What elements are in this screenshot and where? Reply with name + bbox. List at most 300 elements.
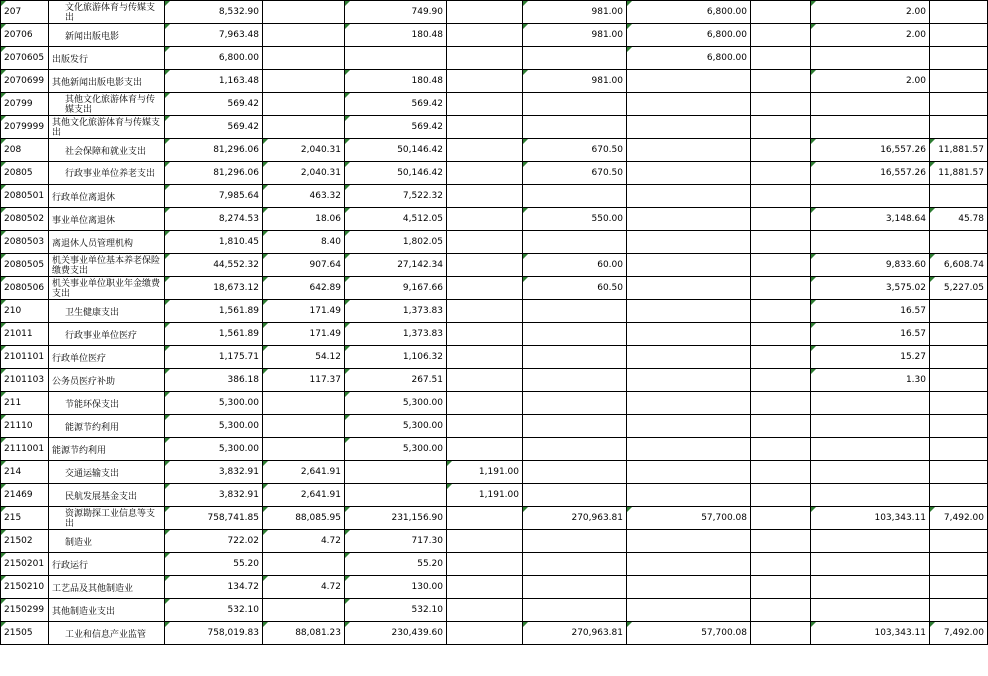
amount-cell[interactable]: 1,802.05: [345, 231, 447, 254]
amount-cell[interactable]: [447, 139, 523, 162]
amount-cell[interactable]: 386.18: [165, 369, 263, 392]
amount-cell[interactable]: 1,373.83: [345, 323, 447, 346]
row-name-cell[interactable]: 离退休人员管理机构: [49, 231, 165, 254]
amount-cell[interactable]: [447, 507, 523, 530]
amount-cell[interactable]: [811, 47, 930, 70]
amount-cell[interactable]: [751, 231, 811, 254]
amount-cell[interactable]: [930, 300, 988, 323]
amount-cell[interactable]: 717.30: [345, 530, 447, 553]
amount-cell[interactable]: 267.51: [345, 369, 447, 392]
amount-cell[interactable]: [263, 599, 345, 622]
row-name-cell[interactable]: 事业单位离退休: [49, 208, 165, 231]
amount-cell[interactable]: 270,963.81: [523, 622, 627, 645]
amount-cell[interactable]: 7,522.32: [345, 185, 447, 208]
amount-cell[interactable]: [751, 1, 811, 24]
amount-cell[interactable]: 463.32: [263, 185, 345, 208]
amount-cell[interactable]: [627, 323, 751, 346]
amount-cell[interactable]: [523, 415, 627, 438]
amount-cell[interactable]: 981.00: [523, 1, 627, 24]
amount-cell[interactable]: [811, 576, 930, 599]
amount-cell[interactable]: 7,492.00: [930, 622, 988, 645]
row-code-cell[interactable]: 2079999: [1, 116, 49, 139]
row-code-cell[interactable]: 215: [1, 507, 49, 530]
amount-cell[interactable]: [751, 162, 811, 185]
amount-cell[interactable]: [627, 438, 751, 461]
amount-cell[interactable]: [627, 208, 751, 231]
amount-cell[interactable]: 8.40: [263, 231, 345, 254]
amount-cell[interactable]: 81,296.06: [165, 139, 263, 162]
row-name-cell[interactable]: 工艺品及其他制造业: [49, 576, 165, 599]
amount-cell[interactable]: 18.06: [263, 208, 345, 231]
amount-cell[interactable]: [751, 24, 811, 47]
row-name-cell[interactable]: 其他新闻出版电影支出: [49, 70, 165, 93]
amount-cell[interactable]: [930, 576, 988, 599]
amount-cell[interactable]: [627, 461, 751, 484]
amount-cell[interactable]: [523, 323, 627, 346]
row-code-cell[interactable]: 21011: [1, 323, 49, 346]
row-code-cell[interactable]: 2070699: [1, 70, 49, 93]
amount-cell[interactable]: 230,439.60: [345, 622, 447, 645]
amount-cell[interactable]: 270,963.81: [523, 507, 627, 530]
amount-cell[interactable]: [523, 438, 627, 461]
amount-cell[interactable]: 670.50: [523, 139, 627, 162]
amount-cell[interactable]: 4.72: [263, 530, 345, 553]
row-name-cell[interactable]: 能源节约利用: [49, 415, 165, 438]
amount-cell[interactable]: [523, 599, 627, 622]
amount-cell[interactable]: 7,492.00: [930, 507, 988, 530]
amount-cell[interactable]: 9,833.60: [811, 254, 930, 277]
amount-cell[interactable]: [447, 323, 523, 346]
row-name-cell[interactable]: 其他制造业支出: [49, 599, 165, 622]
row-name-cell[interactable]: 民航发展基金支出: [49, 484, 165, 507]
amount-cell[interactable]: [263, 438, 345, 461]
amount-cell[interactable]: 8,274.53: [165, 208, 263, 231]
amount-cell[interactable]: [811, 231, 930, 254]
amount-cell[interactable]: [751, 346, 811, 369]
amount-cell[interactable]: [447, 553, 523, 576]
amount-cell[interactable]: [930, 70, 988, 93]
amount-cell[interactable]: [811, 438, 930, 461]
amount-cell[interactable]: 5,300.00: [165, 392, 263, 415]
amount-cell[interactable]: [447, 530, 523, 553]
amount-cell[interactable]: [263, 1, 345, 24]
amount-cell[interactable]: [627, 300, 751, 323]
amount-cell[interactable]: 6,800.00: [165, 47, 263, 70]
amount-cell[interactable]: [811, 553, 930, 576]
amount-cell[interactable]: [751, 208, 811, 231]
amount-cell[interactable]: [523, 185, 627, 208]
row-code-cell[interactable]: 2150299: [1, 599, 49, 622]
row-code-cell[interactable]: 20805: [1, 162, 49, 185]
amount-cell[interactable]: 907.64: [263, 254, 345, 277]
amount-cell[interactable]: 15.27: [811, 346, 930, 369]
row-code-cell[interactable]: 2080506: [1, 277, 49, 300]
amount-cell[interactable]: [447, 576, 523, 599]
amount-cell[interactable]: [523, 369, 627, 392]
amount-cell[interactable]: 1.30: [811, 369, 930, 392]
amount-cell[interactable]: 16.57: [811, 300, 930, 323]
amount-cell[interactable]: [627, 599, 751, 622]
amount-cell[interactable]: 8,532.90: [165, 1, 263, 24]
amount-cell[interactable]: [627, 116, 751, 139]
amount-cell[interactable]: 7,963.48: [165, 24, 263, 47]
row-code-cell[interactable]: 210: [1, 300, 49, 323]
row-code-cell[interactable]: 2080503: [1, 231, 49, 254]
amount-cell[interactable]: [627, 162, 751, 185]
amount-cell[interactable]: [263, 93, 345, 116]
amount-cell[interactable]: 50,146.42: [345, 162, 447, 185]
amount-cell[interactable]: 6,608.74: [930, 254, 988, 277]
amount-cell[interactable]: [627, 346, 751, 369]
amount-cell[interactable]: 5,227.05: [930, 277, 988, 300]
amount-cell[interactable]: [447, 346, 523, 369]
amount-cell[interactable]: [930, 530, 988, 553]
amount-cell[interactable]: [627, 369, 751, 392]
row-name-cell[interactable]: 卫生健康支出: [49, 300, 165, 323]
amount-cell[interactable]: [523, 300, 627, 323]
amount-cell[interactable]: [627, 231, 751, 254]
amount-cell[interactable]: 3,832.91: [165, 484, 263, 507]
amount-cell[interactable]: [930, 93, 988, 116]
row-name-cell[interactable]: 交通运输支出: [49, 461, 165, 484]
amount-cell[interactable]: 16.57: [811, 323, 930, 346]
amount-cell[interactable]: [811, 530, 930, 553]
amount-cell[interactable]: [751, 438, 811, 461]
amount-cell[interactable]: 171.49: [263, 323, 345, 346]
amount-cell[interactable]: 11,881.57: [930, 139, 988, 162]
amount-cell[interactable]: [447, 300, 523, 323]
amount-cell[interactable]: 18,673.12: [165, 277, 263, 300]
amount-cell[interactable]: 569.42: [165, 116, 263, 139]
amount-cell[interactable]: [523, 392, 627, 415]
amount-cell[interactable]: 2.00: [811, 70, 930, 93]
amount-cell[interactable]: 1,175.71: [165, 346, 263, 369]
row-code-cell[interactable]: 2080502: [1, 208, 49, 231]
amount-cell[interactable]: [930, 47, 988, 70]
row-code-cell[interactable]: 214: [1, 461, 49, 484]
amount-cell[interactable]: [523, 484, 627, 507]
amount-cell[interactable]: [263, 415, 345, 438]
amount-cell[interactable]: [447, 254, 523, 277]
amount-cell[interactable]: 2,641.91: [263, 484, 345, 507]
row-code-cell[interactable]: 2070605: [1, 47, 49, 70]
amount-cell[interactable]: 54.12: [263, 346, 345, 369]
amount-cell[interactable]: [263, 70, 345, 93]
amount-cell[interactable]: [811, 599, 930, 622]
row-code-cell[interactable]: 20706: [1, 24, 49, 47]
amount-cell[interactable]: [930, 392, 988, 415]
amount-cell[interactable]: 2.00: [811, 24, 930, 47]
amount-cell[interactable]: [523, 576, 627, 599]
amount-cell[interactable]: 642.89: [263, 277, 345, 300]
amount-cell[interactable]: [447, 208, 523, 231]
amount-cell[interactable]: [523, 116, 627, 139]
amount-cell[interactable]: [345, 47, 447, 70]
amount-cell[interactable]: 11,881.57: [930, 162, 988, 185]
row-name-cell[interactable]: 行政单位医疗: [49, 346, 165, 369]
amount-cell[interactable]: [930, 438, 988, 461]
amount-cell[interactable]: 569.42: [345, 93, 447, 116]
amount-cell[interactable]: 550.00: [523, 208, 627, 231]
amount-cell[interactable]: [627, 185, 751, 208]
amount-cell[interactable]: 44,552.32: [165, 254, 263, 277]
amount-cell[interactable]: [751, 599, 811, 622]
amount-cell[interactable]: 3,832.91: [165, 461, 263, 484]
amount-cell[interactable]: 103,343.11: [811, 507, 930, 530]
amount-cell[interactable]: [447, 231, 523, 254]
amount-cell[interactable]: 16,557.26: [811, 139, 930, 162]
amount-cell[interactable]: 2,040.31: [263, 162, 345, 185]
amount-cell[interactable]: [263, 47, 345, 70]
row-code-cell[interactable]: 2080501: [1, 185, 49, 208]
row-name-cell[interactable]: 机关事业单位职业年金缴费支出: [49, 277, 165, 300]
amount-cell[interactable]: 6,800.00: [627, 1, 751, 24]
amount-cell[interactable]: [751, 70, 811, 93]
row-name-cell[interactable]: 行政运行: [49, 553, 165, 576]
amount-cell[interactable]: [751, 622, 811, 645]
amount-cell[interactable]: 180.48: [345, 24, 447, 47]
amount-cell[interactable]: 7,985.64: [165, 185, 263, 208]
amount-cell[interactable]: [930, 116, 988, 139]
amount-cell[interactable]: [811, 484, 930, 507]
amount-cell[interactable]: 3,575.02: [811, 277, 930, 300]
amount-cell[interactable]: 130.00: [345, 576, 447, 599]
amount-cell[interactable]: [447, 599, 523, 622]
amount-cell[interactable]: 88,085.95: [263, 507, 345, 530]
amount-cell[interactable]: 4.72: [263, 576, 345, 599]
amount-cell[interactable]: 171.49: [263, 300, 345, 323]
amount-cell[interactable]: [627, 277, 751, 300]
row-code-cell[interactable]: 20799: [1, 93, 49, 116]
amount-cell[interactable]: [523, 47, 627, 70]
row-name-cell[interactable]: 行政事业单位医疗: [49, 323, 165, 346]
amount-cell[interactable]: [447, 47, 523, 70]
row-code-cell[interactable]: 21502: [1, 530, 49, 553]
amount-cell[interactable]: 45.78: [930, 208, 988, 231]
amount-cell[interactable]: 758,019.83: [165, 622, 263, 645]
amount-cell[interactable]: [811, 461, 930, 484]
amount-cell[interactable]: [751, 116, 811, 139]
row-code-cell[interactable]: 207: [1, 1, 49, 24]
amount-cell[interactable]: [751, 576, 811, 599]
amount-cell[interactable]: [751, 461, 811, 484]
amount-cell[interactable]: [627, 93, 751, 116]
amount-cell[interactable]: [751, 323, 811, 346]
amount-cell[interactable]: [447, 1, 523, 24]
amount-cell[interactable]: 2,641.91: [263, 461, 345, 484]
amount-cell[interactable]: [930, 323, 988, 346]
row-name-cell[interactable]: 其他文化旅游体育与传媒支出: [49, 116, 165, 139]
row-code-cell[interactable]: 2111001: [1, 438, 49, 461]
amount-cell[interactable]: 57,700.08: [627, 507, 751, 530]
amount-cell[interactable]: [627, 415, 751, 438]
amount-cell[interactable]: [345, 484, 447, 507]
amount-cell[interactable]: [751, 392, 811, 415]
amount-cell[interactable]: [811, 415, 930, 438]
amount-cell[interactable]: [751, 139, 811, 162]
amount-cell[interactable]: [447, 277, 523, 300]
amount-cell[interactable]: 180.48: [345, 70, 447, 93]
amount-cell[interactable]: [627, 70, 751, 93]
amount-cell[interactable]: 6,800.00: [627, 47, 751, 70]
amount-cell[interactable]: 1,810.45: [165, 231, 263, 254]
amount-cell[interactable]: [751, 530, 811, 553]
amount-cell[interactable]: 55.20: [345, 553, 447, 576]
amount-cell[interactable]: 4,512.05: [345, 208, 447, 231]
amount-cell[interactable]: 50,146.42: [345, 139, 447, 162]
row-name-cell[interactable]: 文化旅游体育与传媒支出: [49, 1, 165, 24]
amount-cell[interactable]: [751, 415, 811, 438]
amount-cell[interactable]: [447, 162, 523, 185]
row-code-cell[interactable]: 2101101: [1, 346, 49, 369]
row-name-cell[interactable]: 公务员医疗补助: [49, 369, 165, 392]
amount-cell[interactable]: [930, 185, 988, 208]
amount-cell[interactable]: 88,081.23: [263, 622, 345, 645]
amount-cell[interactable]: [447, 622, 523, 645]
row-code-cell[interactable]: 21469: [1, 484, 49, 507]
amount-cell[interactable]: [627, 139, 751, 162]
amount-cell[interactable]: 57,700.08: [627, 622, 751, 645]
amount-cell[interactable]: 1,373.83: [345, 300, 447, 323]
amount-cell[interactable]: 27,142.34: [345, 254, 447, 277]
amount-cell[interactable]: 1,561.89: [165, 323, 263, 346]
amount-cell[interactable]: 231,156.90: [345, 507, 447, 530]
amount-cell[interactable]: 1,191.00: [447, 484, 523, 507]
amount-cell[interactable]: [263, 116, 345, 139]
amount-cell[interactable]: [345, 461, 447, 484]
amount-cell[interactable]: [523, 553, 627, 576]
row-name-cell[interactable]: 工业和信息产业监管: [49, 622, 165, 645]
amount-cell[interactable]: 5,300.00: [165, 438, 263, 461]
amount-cell[interactable]: [930, 484, 988, 507]
amount-cell[interactable]: [930, 24, 988, 47]
amount-cell[interactable]: [263, 24, 345, 47]
amount-cell[interactable]: [811, 392, 930, 415]
amount-cell[interactable]: [523, 231, 627, 254]
amount-cell[interactable]: [811, 116, 930, 139]
amount-cell[interactable]: [523, 530, 627, 553]
amount-cell[interactable]: [751, 553, 811, 576]
amount-cell[interactable]: [930, 1, 988, 24]
amount-cell[interactable]: [930, 553, 988, 576]
amount-cell[interactable]: [523, 93, 627, 116]
row-code-cell[interactable]: 208: [1, 139, 49, 162]
amount-cell[interactable]: [447, 392, 523, 415]
amount-cell[interactable]: [627, 484, 751, 507]
amount-cell[interactable]: [523, 346, 627, 369]
amount-cell[interactable]: 749.90: [345, 1, 447, 24]
row-name-cell[interactable]: 其他文化旅游体育与传媒支出: [49, 93, 165, 116]
amount-cell[interactable]: 2,040.31: [263, 139, 345, 162]
amount-cell[interactable]: 5,300.00: [345, 415, 447, 438]
amount-cell[interactable]: [447, 369, 523, 392]
amount-cell[interactable]: 569.42: [165, 93, 263, 116]
amount-cell[interactable]: [447, 415, 523, 438]
amount-cell[interactable]: 117.37: [263, 369, 345, 392]
amount-cell[interactable]: [447, 24, 523, 47]
amount-cell[interactable]: [930, 415, 988, 438]
amount-cell[interactable]: 5,300.00: [345, 438, 447, 461]
row-name-cell[interactable]: 能源节约利用: [49, 438, 165, 461]
row-name-cell[interactable]: 制造业: [49, 530, 165, 553]
amount-cell[interactable]: 722.02: [165, 530, 263, 553]
amount-cell[interactable]: [751, 369, 811, 392]
amount-cell[interactable]: [930, 369, 988, 392]
amount-cell[interactable]: 16,557.26: [811, 162, 930, 185]
row-name-cell[interactable]: 出版发行: [49, 47, 165, 70]
amount-cell[interactable]: 532.10: [345, 599, 447, 622]
amount-cell[interactable]: 1,191.00: [447, 461, 523, 484]
row-name-cell[interactable]: 新闻出版电影: [49, 24, 165, 47]
amount-cell[interactable]: [627, 530, 751, 553]
amount-cell[interactable]: 5,300.00: [165, 415, 263, 438]
amount-cell[interactable]: 1,106.32: [345, 346, 447, 369]
amount-cell[interactable]: 2.00: [811, 1, 930, 24]
amount-cell[interactable]: 6,800.00: [627, 24, 751, 47]
row-code-cell[interactable]: 211: [1, 392, 49, 415]
amount-cell[interactable]: [263, 392, 345, 415]
row-code-cell[interactable]: 2150201: [1, 553, 49, 576]
amount-cell[interactable]: 60.50: [523, 277, 627, 300]
amount-cell[interactable]: [751, 300, 811, 323]
amount-cell[interactable]: [447, 438, 523, 461]
amount-cell[interactable]: 981.00: [523, 24, 627, 47]
amount-cell[interactable]: [263, 553, 345, 576]
amount-cell[interactable]: [751, 484, 811, 507]
amount-cell[interactable]: 60.00: [523, 254, 627, 277]
amount-cell[interactable]: 670.50: [523, 162, 627, 185]
amount-cell[interactable]: 9,167.66: [345, 277, 447, 300]
amount-cell[interactable]: [523, 461, 627, 484]
row-code-cell[interactable]: 2150210: [1, 576, 49, 599]
amount-cell[interactable]: [627, 254, 751, 277]
amount-cell[interactable]: [447, 70, 523, 93]
amount-cell[interactable]: [751, 185, 811, 208]
amount-cell[interactable]: 81,296.06: [165, 162, 263, 185]
amount-cell[interactable]: 981.00: [523, 70, 627, 93]
amount-cell[interactable]: [751, 277, 811, 300]
row-name-cell[interactable]: 行政事业单位养老支出: [49, 162, 165, 185]
row-name-cell[interactable]: 资源勘探工业信息等支出: [49, 507, 165, 530]
amount-cell[interactable]: 532.10: [165, 599, 263, 622]
row-code-cell[interactable]: 21505: [1, 622, 49, 645]
amount-cell[interactable]: [930, 461, 988, 484]
row-name-cell[interactable]: 行政单位离退休: [49, 185, 165, 208]
amount-cell[interactable]: 3,148.64: [811, 208, 930, 231]
amount-cell[interactable]: [751, 254, 811, 277]
amount-cell[interactable]: [627, 553, 751, 576]
amount-cell[interactable]: 5,300.00: [345, 392, 447, 415]
amount-cell[interactable]: [930, 599, 988, 622]
row-code-cell[interactable]: 2101103: [1, 369, 49, 392]
amount-cell[interactable]: [447, 185, 523, 208]
amount-cell[interactable]: [751, 47, 811, 70]
row-name-cell[interactable]: 社会保障和就业支出: [49, 139, 165, 162]
amount-cell[interactable]: [811, 93, 930, 116]
row-code-cell[interactable]: 21110: [1, 415, 49, 438]
amount-cell[interactable]: 1,163.48: [165, 70, 263, 93]
amount-cell[interactable]: [930, 346, 988, 369]
row-name-cell[interactable]: 机关事业单位基本养老保险缴费支出: [49, 254, 165, 277]
amount-cell[interactable]: 569.42: [345, 116, 447, 139]
amount-cell[interactable]: 1,561.89: [165, 300, 263, 323]
amount-cell[interactable]: [627, 392, 751, 415]
amount-cell[interactable]: [751, 507, 811, 530]
row-code-cell[interactable]: 2080505: [1, 254, 49, 277]
amount-cell[interactable]: 55.20: [165, 553, 263, 576]
amount-cell[interactable]: [811, 185, 930, 208]
amount-cell[interactable]: [751, 93, 811, 116]
